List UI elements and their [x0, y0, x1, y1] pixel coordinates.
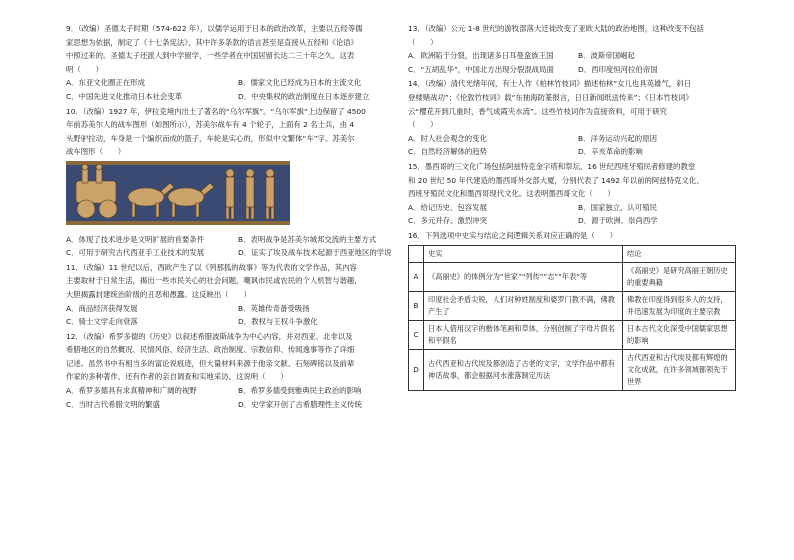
q10-line: 头野驴拉动，车身是一个编织而成的篮子，车轮是实心的，形似中文繁体“车”字。苏美尔 [66, 133, 355, 143]
table-cell: D [409, 349, 424, 390]
table-cell: 日本人借用汉字的楷体笔画和草体，分别创制了字母片假名和平假名 [424, 320, 623, 349]
question-12 [66, 330, 404, 412]
q12-line: 希腊地区的自然概况、民情风俗、经济生活、政治制度、宗教信仰、传闻逸事等作了详细 [66, 345, 355, 355]
q13-option-d[interactable]: D．西印度恒河拉伯帝国 [578, 64, 658, 74]
table-cell: 《高丽史》是研究高丽王朝历史的重要典籍 [623, 262, 736, 291]
q12-option-d[interactable]: D．史学家开创了古希腊理性主义传统 [238, 399, 362, 409]
q9-options [66, 76, 404, 103]
q15-line: 西班牙殖民文化和墨西哥现代文化。这表明墨西哥文化（ ） [408, 189, 615, 199]
q10-line: 战车图形（ ） [66, 147, 126, 157]
q9-option-a[interactable]: A．东亚文化圈正在形成 [66, 78, 145, 88]
q9-line: 9．（改编）圣德太子时期（574-622 年），以儒学运用于日本的政治改革，主要以五经等儒 [66, 24, 363, 33]
q14-option-d[interactable]: D．辛亥革命的影响 [578, 147, 643, 157]
question-16 [408, 229, 742, 391]
question-11 [66, 261, 404, 329]
q11-option-d[interactable]: D．教权与王权斗争激化 [238, 317, 318, 327]
q11-option-a[interactable]: A．商品经济获得发展 [66, 303, 138, 313]
left-column [66, 22, 404, 412]
q9-option-b[interactable]: B．儒家文化已经成为日本的主流文化 [238, 78, 362, 88]
q10-option-a[interactable]: A．体现了技术进步是文明扩展的首要条件 [66, 234, 205, 244]
q15-options [408, 201, 742, 228]
right-column [408, 22, 742, 391]
table-cell: 古代西亚和古代埃及都创造了古老的文字，文学作品中都有神话故事，都会根据河水涨落制定历法 [424, 349, 623, 390]
q10-options [66, 233, 404, 260]
question-9 [66, 22, 404, 104]
q14-option-c[interactable]: C．自然经济解体的趋势 [408, 147, 488, 157]
table-header-cell: 结论 [623, 245, 736, 262]
table-header-row [409, 245, 736, 262]
q11-line: 大胆揭露封建统治阶级的丑恶和愚蠢。这反映出（ ） [66, 289, 251, 299]
table-cell: C [409, 320, 424, 349]
q12-line: 作家的多种著作，还有作者的亲自调查和实地采访。这说明（ ） [66, 372, 288, 382]
q13-line: 13．（改编）公元 1-8 世纪的游牧部落大迁徙改变了亚欧大陆的政治地图，这种改变不包括 [408, 24, 704, 33]
table-row[interactable] [409, 320, 736, 349]
q16-line: 16．下列选项中史实与结论之间逻辑关系对应正确的是（ ） [408, 230, 617, 240]
q12-options [66, 384, 404, 411]
table-cell: B [409, 291, 424, 320]
q15-option-c[interactable]: C．多元并存、激烈冲突 [408, 216, 488, 226]
q12-option-c[interactable]: C．当时古代希腊文明的繁盛 [66, 399, 160, 409]
q13-option-b[interactable]: B．波斯帝国崛起 [578, 51, 635, 61]
q13-option-a[interactable]: A．欧洲陷于分裂，出现诸多日耳曼蛮族王国 [408, 51, 554, 61]
q15-line: 和 20 世纪 50 年代建造的墨西哥外交部大厦，分别代表了 1492 年以前的阿兹特克文化、 [408, 175, 704, 185]
q12-line: 记述。虽然书中有相当多的富论说痕迹，但大量材料来源于他亲文献、石刻碑铭以及前辈 [66, 358, 355, 368]
table-cell: 《高丽史》的体例分为“世家”“列传”“志”“年表”等 [424, 262, 623, 291]
q10-option-b[interactable]: B．表明战争是苏美尔城邦交流的主要方式 [238, 234, 377, 244]
table-cell: 印度社会矛盾尖锐，人们对种姓制度和婆罗门教不满，佛教产生了 [424, 291, 623, 320]
q11-option-b[interactable]: B．英雄传奇备受吸扬 [238, 303, 310, 313]
q10-option-c[interactable]: C．可用于研究古代西亚手工业技术的发展 [66, 248, 205, 258]
q15-option-d[interactable]: D．源于欧洲、崇尚西学 [578, 216, 658, 226]
table-row[interactable] [409, 291, 736, 320]
q11-line: 11．（改编）11 世纪以后，西欧产生了以《列那狐的故事》等为代表的文学作品，其内容 [66, 262, 357, 272]
question-14 [408, 77, 742, 159]
war-chariot-mosaic-illustration [66, 161, 290, 225]
table-cell: 古代西亚和古代埃及都有辉煌的文化成就，在许多领域都领先于世界 [623, 349, 736, 390]
q9-option-c[interactable]: C．中国先进文化推动日本社会变革 [66, 91, 183, 101]
question-10 [66, 105, 404, 260]
q9-option-d[interactable]: D．中央集权的政治制度在日本逐步建立 [238, 91, 370, 101]
table-header-cell [409, 245, 424, 262]
q14-line: 14．（改编）清代光绪年间，有士人作《柏林竹枝词》描述柏林“女儿也具英雄气，斜日 [408, 79, 691, 89]
q14-line: （ ） [408, 120, 438, 130]
table-cell: 日本古代文化深受中国儒家思想的影响 [623, 320, 736, 349]
q11-options [66, 302, 404, 329]
q14-option-b[interactable]: B．洋务运动兴起的原因 [578, 133, 657, 143]
q10-line: 10．（改编）1927 年，伊拉克境内出土了著名的“乌尔军旗”。“乌尔军旗”上边保留了 4500 [66, 106, 366, 116]
q11-option-c[interactable]: C．骑士文学走向衰落 [66, 317, 138, 327]
table-header-cell: 史实 [424, 245, 623, 262]
q12-option-a[interactable]: A．希罗多德具有求真精神和广阔的视野 [66, 386, 197, 396]
question-13 [408, 22, 742, 76]
q14-line: 云“樱花开到几重时，香气成霞夹水流”。这些竹枝词作为直接资料，可用于研究 [408, 106, 667, 116]
q9-line: 家思想为依据，制定了《十七条宪法》，其中许多条款的语言甚至是直接从五经和《论语》 [66, 37, 358, 47]
table-row[interactable] [409, 262, 736, 291]
q12-line: 12．（改编）希罗多德的《历史》以叙述希腊波斯战争为中心内容，并对西亚、北非以及 [66, 331, 353, 341]
q10-option-d[interactable]: D．证实了埃及战车技术起源于西亚地区的学说 [238, 248, 392, 258]
q14-options [408, 132, 742, 159]
q15-option-b[interactable]: B．国家独立、认可殖民 [578, 202, 657, 212]
q13-options [408, 49, 742, 76]
q13-line: （ ） [408, 37, 438, 47]
q14-line: 登楼赌战功”；《伦敦竹枝词》载“东抽海防篆报言，日日新闻纸送传来”；《日本竹枝词》 [408, 92, 693, 102]
q10-line: 年前苏美尔人的战车图形（如图所示），苏美尔战车有 4 个轮子，上面有 2 名士兵，由 4 [66, 120, 355, 130]
question-15 [408, 160, 742, 228]
q11-line: 主要取材于日常生活，揭出一些市民关心的社会问题，嘲讽市民或农民的个人机智与谐趣， [66, 276, 362, 286]
table-cell: A [409, 262, 424, 291]
fact-conclusion-table [408, 245, 736, 391]
q14-option-a[interactable]: A．时人社会观念的变化 [408, 133, 487, 143]
q15-option-a[interactable]: A．给记历史、包容发展 [408, 202, 487, 212]
q15-line: 15．墨西哥的三文化广场包括阿兹特克金字塔和祭坛、16 世纪西班牙殖民者修建的教堂 [408, 161, 696, 171]
table-cell: 佛教在印度得到很多人的支持，并迅速发展为印度的主要宗教 [623, 291, 736, 320]
q12-option-b[interactable]: B．希罗多德受到雅典民主政治的影响 [238, 386, 362, 396]
table-row[interactable] [409, 349, 736, 390]
q13-option-c[interactable]: C．“五胡乱华”，中国北方出现分裂混战局面 [408, 64, 554, 74]
q9-line: 中照过来的。圣德太子还派人到中学留学，一些学者在中国居留长达二三十年之久。这表 [66, 51, 355, 61]
q9-line: 明（ ） [66, 64, 103, 74]
